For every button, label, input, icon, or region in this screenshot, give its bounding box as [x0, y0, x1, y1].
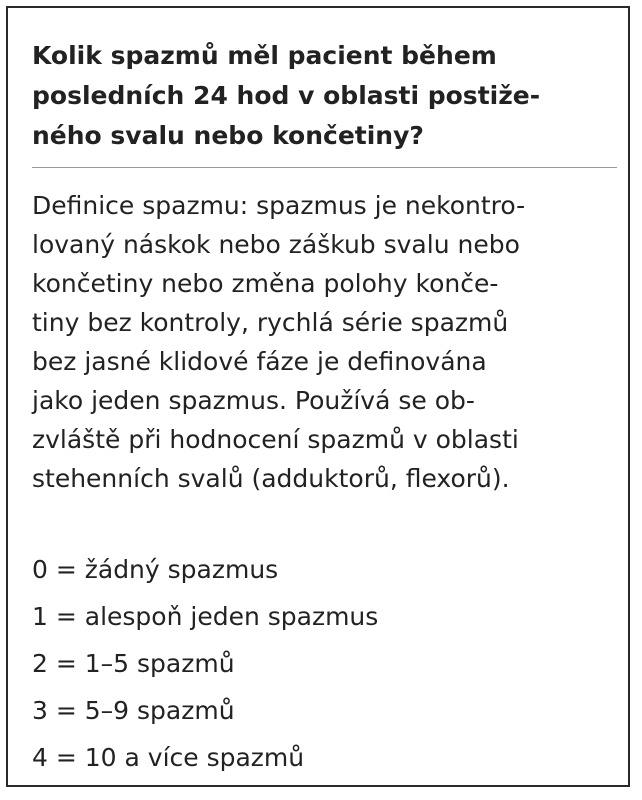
divider: [32, 167, 617, 168]
question-line: Kolik spazmů měl pacient během: [32, 41, 497, 70]
scale-item-3: 3 = 5–9 spazmů: [32, 696, 235, 725]
scale-item-2: 2 = 1–5 spazmů: [32, 649, 235, 678]
scale-item-1: 1 = alespoň jeden spazmus: [32, 602, 379, 631]
spasm-definition: [32, 186, 617, 498]
scale-item-0: 0 = žádný spazmus: [32, 555, 279, 584]
definition-line: končetiny nebo změna polohy konče-: [32, 269, 499, 298]
definition-line: bez jasné klidové fáze je definována: [32, 347, 487, 376]
definition-line: zvláště při hodnocení spazmů v oblasti: [32, 425, 519, 454]
question-line: ného svalu nebo končetiny?: [32, 121, 424, 150]
definition-line: Definice spazmu: spazmus je nekontro-: [32, 191, 526, 220]
definition-line: stehenních svalů (adduktorů, flexorů).: [32, 464, 510, 493]
definition-line: jako jeden spazmus. Používá se ob-: [32, 386, 475, 415]
rating-scale: [32, 546, 378, 781]
question-heading: [32, 36, 617, 156]
definition-line: tiny bez kontroly, rychlá série spazmů: [32, 308, 509, 337]
definition-line: lovaný náskok nebo záškub svalu nebo: [32, 230, 520, 259]
questionnaire-box: [6, 6, 630, 787]
question-line: posledních 24 hod v oblasti postiže-: [32, 81, 541, 110]
scale-item-4: 4 = 10 a více spazmů: [32, 743, 305, 772]
